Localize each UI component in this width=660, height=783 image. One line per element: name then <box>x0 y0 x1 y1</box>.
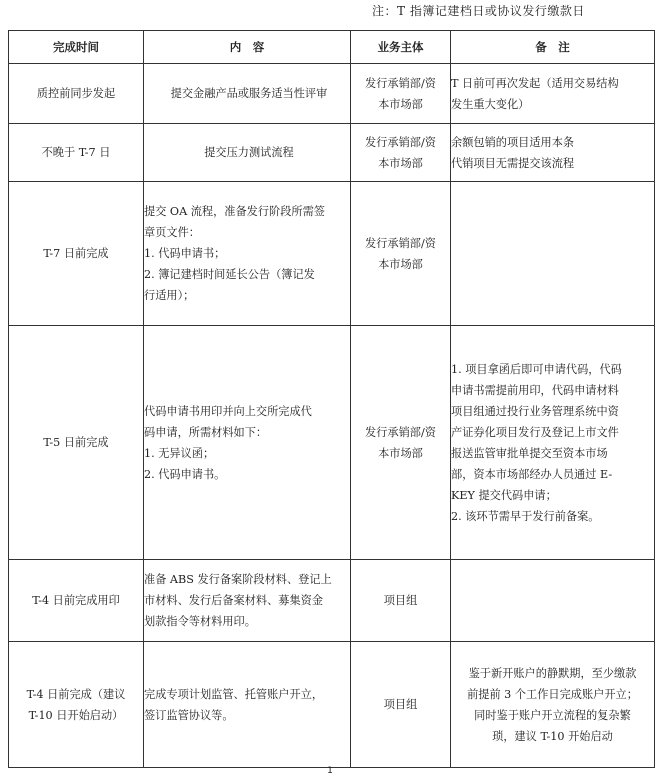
remark-cell-line: T 日前可再次发起（适用交易结构 <box>451 76 619 90</box>
time-cell-line: T-5 日前完成 <box>43 436 109 449</box>
owner-cell <box>351 326 451 560</box>
content-cell-line: 码申请，所需材料如下： <box>144 425 268 439</box>
table-row <box>9 124 655 182</box>
content-cell-line: 提交 OA 流程，准备发行阶段所需签 <box>144 205 325 218</box>
content-cell-line: 1. 无异议函； <box>144 446 215 460</box>
header-remark: 备 注 <box>451 31 655 64</box>
remark-cell-line: 项目组通过投行业务管理系统中资 <box>451 404 619 418</box>
owner-cell <box>351 124 451 182</box>
owner-cell <box>351 64 451 124</box>
content-cell-line: 提交压力测试流程 <box>204 146 294 159</box>
time-cell-line: T-4 日前完成（建议 <box>26 687 126 701</box>
owner-cell <box>351 182 451 326</box>
remark-cell-line: 发生重大变化） <box>451 97 530 111</box>
remark-cell-line: KEY 提交代码申请； <box>451 488 557 502</box>
owner-cell-line: 发行承销部/资 <box>365 76 436 90</box>
content-cell <box>144 124 351 182</box>
content-cell-line: 提交金融产品或服务适当性评审 <box>170 87 328 100</box>
table-row <box>9 560 655 642</box>
time-cell <box>9 642 144 768</box>
time-cell <box>9 326 144 560</box>
owner-cell-line: 发行承销部/资 <box>365 135 436 149</box>
owner-cell-line: 发行承销部/资 <box>365 425 436 439</box>
remark-cell-line: 报送监管审批单提交至资本市场 <box>451 446 608 460</box>
time-cell-line: 质控前同步发起 <box>36 87 116 100</box>
owner-cell <box>351 560 451 642</box>
content-cell-line: 市材料、发行后备案材料、募集资金 <box>144 594 324 607</box>
owner-cell-line: 本市场部 <box>378 446 423 460</box>
remark-cell <box>451 560 655 642</box>
schedule-table <box>8 30 655 768</box>
content-cell <box>144 560 351 642</box>
remark-cell-line: 琐，建议 T-10 开始启动 <box>492 729 613 743</box>
page-number: 1 <box>327 766 333 776</box>
content-cell-line: 准备 ABS 发行备案阶段材料、登记上 <box>144 573 332 586</box>
remark-cell <box>451 182 655 326</box>
remark-cell-line: 同时鉴于账户开立流程的复杂繁 <box>474 708 631 722</box>
content-cell <box>144 182 351 326</box>
table-row <box>9 642 655 768</box>
owner-cell-line: 项目组 <box>383 698 418 711</box>
content-cell-line: 章页文件： <box>144 226 200 239</box>
remark-cell-line: 部，资本市场部经办人员通过 E- <box>451 467 613 481</box>
time-cell-line: 不晚于 T-7 日 <box>41 146 111 159</box>
remark-cell <box>451 64 655 124</box>
remark-cell <box>451 124 655 182</box>
remark-cell-line: 申请书需提前用印，代码申请材料 <box>451 383 619 397</box>
remark-cell-line: 2. 该环节需早于发行前备案。 <box>451 509 600 523</box>
time-cell-line: T-4 日前完成用印 <box>32 594 120 607</box>
owner-cell-line: 本市场部 <box>378 257 423 271</box>
content-cell-line: 行适用）； <box>144 289 195 302</box>
content-cell <box>144 642 351 768</box>
content-cell <box>144 326 351 560</box>
content-cell-line: 2. 代码申请书。 <box>144 467 226 481</box>
time-cell-line: T-10 日开始启动） <box>28 708 124 722</box>
remark-cell-line: 余额包销的项目适用本条 <box>451 135 575 149</box>
remark-cell-line: 1. 项目拿函后即可申请代码，代码 <box>451 362 622 376</box>
remark-cell <box>451 642 655 768</box>
content-cell-line: 划款指令等材料用印。 <box>144 615 256 628</box>
remark-cell-line: 产证券化项目发行及登记上市文件 <box>451 425 619 439</box>
owner-cell-line: 本市场部 <box>378 97 423 111</box>
remark-cell <box>451 326 655 560</box>
table-row <box>9 182 655 326</box>
table-header-row <box>9 31 655 64</box>
time-cell <box>9 182 144 326</box>
owner-cell <box>351 642 451 768</box>
time-cell <box>9 64 144 124</box>
content-cell-line: 完成专项计划监管、托管账户开立， <box>144 687 324 701</box>
time-cell <box>9 124 144 182</box>
remark-cell-line: 前提前 3 个工作日完成账户开立； <box>467 687 638 701</box>
content-cell-line: 代码申请书用印并向上交所完成代 <box>144 404 312 418</box>
table-row <box>9 326 655 560</box>
time-cell <box>9 560 144 642</box>
content-cell-line: 2. 簿记建档时间延长公告（簿记发 <box>144 268 315 281</box>
header-owner: 业务主体 <box>351 31 451 64</box>
remark-cell-line: 鉴于新开账户的静默期，至少缴款 <box>468 666 637 680</box>
header-content: 内 容 <box>144 31 351 64</box>
owner-cell-line: 发行承销部/资 <box>365 236 436 250</box>
owner-cell-line: 项目组 <box>383 594 418 607</box>
content-cell <box>144 64 351 124</box>
time-cell-line: T-7 日前完成 <box>43 247 109 260</box>
content-cell-line: 1. 代码申请书； <box>144 247 226 260</box>
owner-cell-line: 本市场部 <box>378 156 423 170</box>
remark-cell-line: 代销项目无需提交该流程 <box>451 156 575 170</box>
table-row <box>9 64 655 124</box>
table-note: 注：T 指簿记建档日或协议发行缴款日 <box>372 4 585 18</box>
header-time: 完成时间 <box>9 31 144 64</box>
content-cell-line: 签订监管协议等。 <box>144 708 234 722</box>
